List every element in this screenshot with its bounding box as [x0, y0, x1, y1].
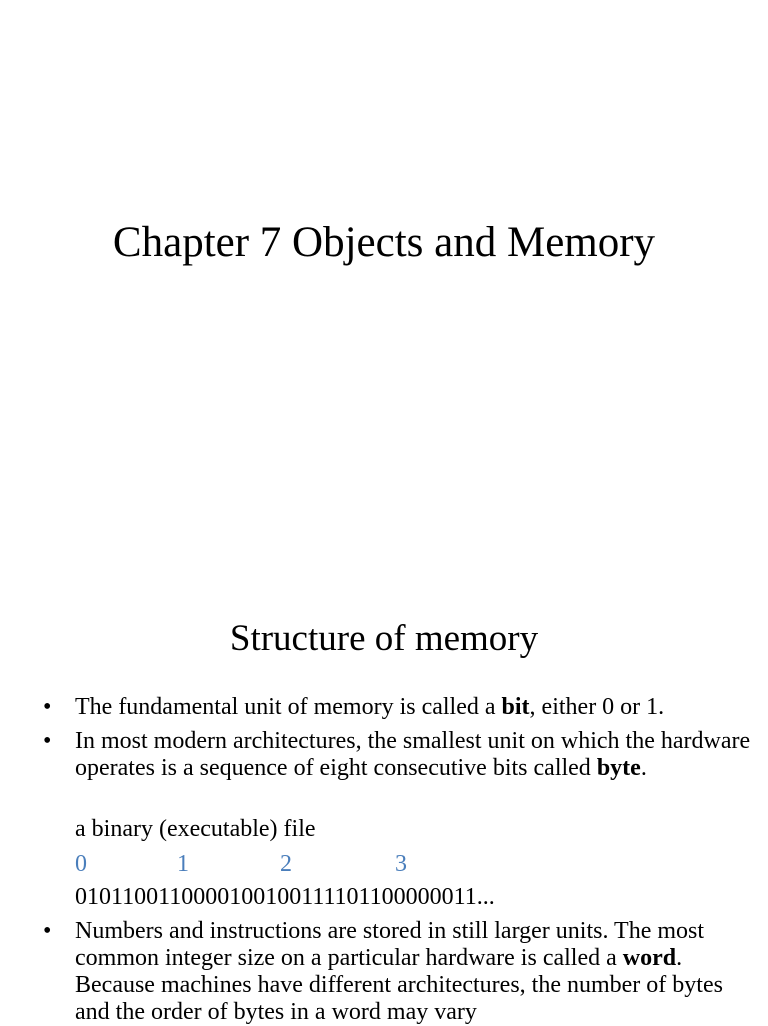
bullet-text-run: In most modern architectures, the smallest unit on which the hardware operates is a sequence of eight consecutive bits called	[75, 728, 751, 781]
bullet-text	[75, 728, 755, 782]
bullet-text	[75, 918, 755, 1026]
bullet-text-run: The fundamental unit of memory is called a	[75, 694, 502, 720]
binary-file-caption: a binary (executable) file	[75, 816, 316, 842]
bold-term-bit: bit	[501, 694, 530, 720]
bullet-text-run: Numbers and instructions are stored in still larger units. The most common integer size on a particular hardware is called a	[75, 918, 705, 971]
bold-term-byte: byte	[596, 755, 641, 781]
byte-index: 3	[395, 851, 407, 877]
chapter-title: Chapter 7 Objects and Memory	[112, 219, 656, 266]
bullet-text-run: , either 0 or 1.	[529, 694, 665, 720]
byte-index: 1	[177, 851, 189, 877]
byte-index: 2	[280, 851, 292, 877]
section-title: Structure of memory	[229, 618, 539, 659]
bullet-dot: •	[43, 694, 52, 720]
bullet-text	[75, 694, 755, 721]
bold-term-word: word	[622, 945, 677, 971]
bullet-text-run: . Because machines have different architectures, the number of bytes and the order of bytes in a word may vary	[75, 945, 723, 1025]
bullet-dot: •	[43, 728, 52, 754]
bullet-dot: •	[43, 918, 52, 944]
byte-index: 0	[75, 851, 87, 877]
bit-string: 0101100110000100100111101100000011...	[75, 884, 495, 910]
bullet-text-run: .	[640, 755, 647, 781]
